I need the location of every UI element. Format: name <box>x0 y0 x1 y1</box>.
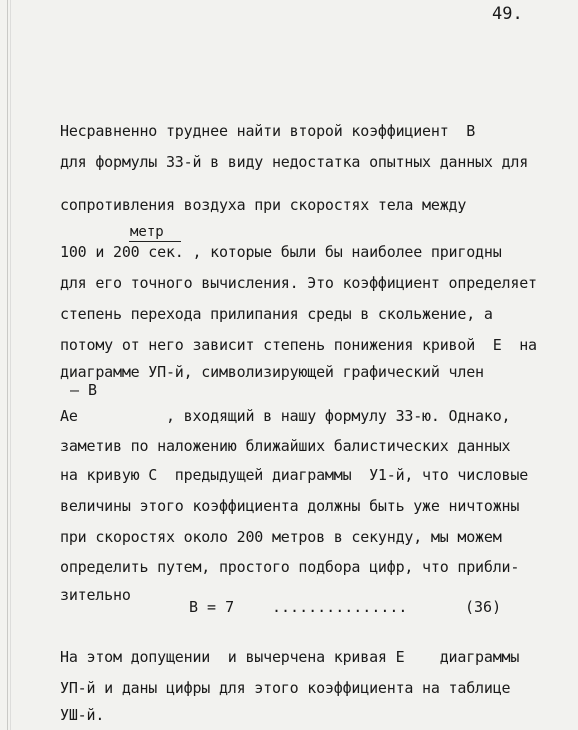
text-line: степень перехода прилипания среды в скольжение, а <box>60 305 493 323</box>
text-line: УШ-й. <box>60 706 105 724</box>
formula-leader-dots: ............... <box>272 598 408 616</box>
text-line: диаграмме УП-й, символизирующей графический член <box>60 363 484 381</box>
fraction-bar <box>129 241 181 242</box>
text-line: На этом допущении и вычерчена кривая Е диаграммы <box>60 648 520 666</box>
fraction-numerator: метр <box>130 224 164 240</box>
text-line: определить путем, простого подбора цифр, что прибли- <box>60 558 520 576</box>
text-line: для его точного вычисления. Это коэффициент определяет <box>60 274 537 292</box>
equation-number: (36) <box>465 598 502 616</box>
text-line: сопротивления воздуха при скоростях тела между <box>60 196 467 214</box>
text-line: при скоростях около 200 метров в секунду, мы можем <box>60 528 502 546</box>
text-line: для формулы 33-й в виду недостатка опытных данных для <box>60 153 529 171</box>
text-line: Несравненно труднее найти второй коэффициент В <box>60 122 476 140</box>
page-number: 49. <box>492 4 523 24</box>
text-line: УП-й и даны цифры для этого коэффициента на таблице <box>60 679 511 697</box>
text-line: Ае , входящий в нашу формулу 33-ю. Однако, <box>60 407 511 425</box>
scan-edge-line <box>10 0 11 730</box>
scan-edge-line <box>7 0 8 730</box>
exponent: – В <box>70 381 98 399</box>
text-line: 100 и 200 сек. , которые были бы наиболее пригодны <box>60 243 502 261</box>
text-line: зительно <box>60 586 131 604</box>
text-line: величины этого коэффициента должны быть уже ничтожны <box>60 497 520 515</box>
text-line: потому от него зависит степень понижения кривой Е на <box>60 336 537 354</box>
text-line: заметив по наложению ближайших балистических данных <box>60 437 511 455</box>
formula: В = 7 <box>189 598 235 616</box>
text-line: на кривую С предыдущей диаграммы У1-й, что числовые <box>60 466 529 484</box>
